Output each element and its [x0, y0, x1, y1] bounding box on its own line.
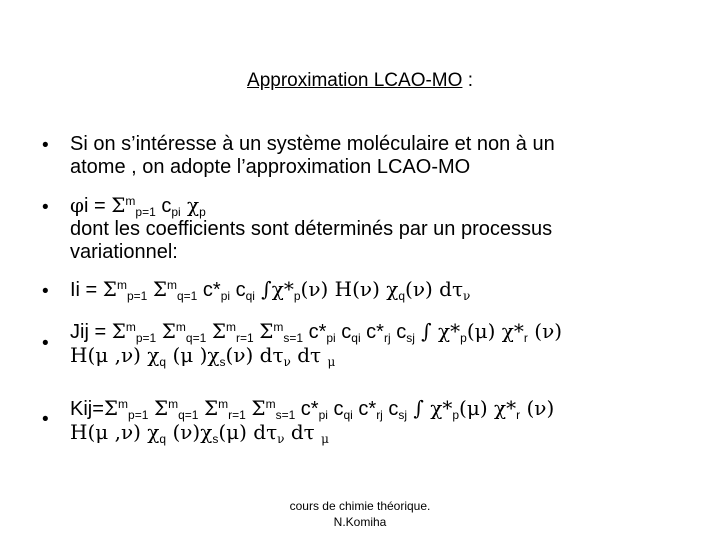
subscript: p=1: [135, 205, 156, 219]
footer-course: cours de chimie théorique.: [289, 499, 431, 513]
formula-text: Jij =: [70, 321, 112, 343]
bullet-marker-3: •: [42, 281, 49, 302]
formula-text: c: [335, 321, 352, 343]
formula-text: c*: [295, 398, 319, 420]
superscript: m: [175, 320, 186, 334]
formula-text: (μ ): [166, 343, 208, 367]
sigma-symbol: Σ: [204, 396, 219, 420]
superscript: m: [167, 278, 177, 292]
formula-text: c: [327, 398, 344, 420]
subscript: qi: [245, 289, 255, 303]
formula-text: (ν) dτ: [225, 343, 284, 367]
superscript: m: [168, 397, 179, 411]
formula-text: dτ: [290, 343, 328, 367]
subscript: p: [293, 289, 301, 303]
formula-text: Ii =: [70, 279, 103, 301]
subscript: pi: [171, 205, 181, 219]
subscript: qi: [343, 408, 353, 422]
sigma-symbol: Σ: [111, 193, 126, 217]
formula-text: c: [390, 321, 407, 343]
formula-text: (μ) dτ: [218, 420, 278, 444]
integral-symbol: ∫: [414, 319, 439, 343]
subscript: r: [523, 331, 528, 345]
chi-symbol: χ: [200, 420, 213, 444]
sigma-symbol: Σ: [211, 319, 226, 343]
subscript: ν: [463, 289, 471, 303]
item-5-formula-line-1: [70, 397, 554, 421]
bullet-item-4: [70, 320, 562, 368]
item-2-line-2: dont les coefficients sont déterminés par un processus: [70, 218, 553, 240]
superscript: m: [116, 278, 127, 292]
chi-symbol: χ*: [271, 277, 294, 301]
formula-text: (μ): [466, 319, 502, 343]
sigma-symbol: Σ: [161, 319, 176, 343]
bullet-item-2: [70, 194, 552, 264]
formula-text: (ν) dτ: [405, 277, 464, 301]
chi-symbol: χ*: [494, 396, 517, 420]
superscript: m: [125, 194, 136, 208]
bullet-marker-1: •: [42, 135, 49, 156]
footer-author: N.Komiha: [333, 515, 387, 529]
bullet-marker-5: •: [42, 409, 49, 430]
subscript: pi: [318, 408, 328, 422]
chi-symbol: χ*: [438, 319, 461, 343]
item-4-formula-line-1: [70, 320, 562, 344]
subscript: μ: [327, 355, 336, 369]
subscript: qi: [351, 331, 361, 345]
subscript: p: [199, 205, 206, 219]
bullet-item-3: [70, 278, 470, 302]
formula-text: (ν): [527, 319, 563, 343]
subscript: p=1: [128, 408, 149, 422]
formula-text: c: [382, 398, 399, 420]
subscript: sj: [406, 331, 415, 345]
subscript: pi: [220, 289, 231, 303]
bullet-item-1: [70, 133, 555, 179]
superscript: m: [125, 320, 136, 334]
slide-title-text: Approximation LCAO-MO: [247, 70, 463, 91]
item-2-line-3: variationnel:: [70, 241, 178, 263]
subscript: ν: [277, 432, 285, 446]
sigma-symbol: Σ: [251, 396, 266, 420]
slide-title-colon: :: [462, 70, 473, 91]
subscript: s: [212, 432, 219, 446]
subscript: rj: [383, 331, 391, 345]
formula-text: H(μ ,ν): [70, 343, 148, 367]
item-5-formula-line-2: [70, 421, 554, 445]
subscript: p: [460, 331, 467, 345]
phi-symbol: φ: [70, 193, 85, 217]
bullet-marker-2: •: [42, 197, 49, 218]
subscript: μ: [321, 432, 329, 446]
subscript: s=1: [283, 331, 304, 345]
superscript: m: [265, 397, 276, 411]
superscript: m: [218, 397, 229, 411]
subscript: pi: [326, 331, 336, 345]
subscript: r: [516, 408, 521, 422]
bullet-item-5: [70, 397, 554, 445]
sigma-symbol: Σ: [102, 277, 117, 301]
sigma-symbol: Σ: [103, 396, 119, 420]
subscript: r=1: [228, 408, 246, 422]
subscript: q=1: [185, 331, 207, 345]
formula-text: c*: [303, 321, 327, 343]
chi-symbol: χ: [147, 343, 160, 367]
sigma-symbol: Σ: [259, 319, 274, 343]
sigma-symbol: Σ: [153, 396, 169, 420]
chi-symbol: χ*: [430, 396, 453, 420]
formula-text: i =: [84, 195, 112, 217]
superscript: m: [273, 320, 284, 334]
formula-text: (ν): [520, 396, 555, 420]
item-1-line-2: atome , on adopte l’approximation LCAO-MO: [70, 156, 471, 178]
subscript: r=1: [235, 331, 254, 345]
item-4-formula-line-2: [70, 344, 562, 368]
chi-symbol: χ*: [501, 319, 524, 343]
chi-symbol: χ: [207, 343, 220, 367]
formula-text: c: [230, 279, 246, 301]
subscript: p: [452, 408, 460, 422]
item-3-formula: [70, 278, 470, 302]
formula-text: (ν) H(ν): [300, 277, 387, 301]
superscript: m: [225, 320, 236, 334]
subscript: q: [159, 355, 167, 369]
subscript: p=1: [126, 289, 148, 303]
subscript: sj: [398, 408, 408, 422]
formula-text: c: [155, 195, 172, 217]
subscript: p=1: [135, 331, 157, 345]
subscript: q: [159, 432, 167, 446]
formula-text: (ν): [166, 420, 201, 444]
chi-symbol: χ: [147, 420, 160, 444]
chi-symbol: χ: [180, 193, 200, 217]
chi-symbol: χ: [386, 277, 399, 301]
subscript: s: [219, 355, 226, 369]
integral-symbol: ∫: [254, 277, 272, 301]
formula-text: H(μ ,ν): [70, 420, 148, 444]
subscript: q=1: [177, 289, 198, 303]
slide-title: [0, 70, 720, 92]
subscript: rj: [376, 408, 383, 422]
subscript: s=1: [275, 408, 296, 422]
subscript: q=1: [178, 408, 199, 422]
formula-text: c*: [352, 398, 377, 420]
subscript: q: [398, 289, 406, 303]
integral-symbol: ∫: [407, 396, 431, 420]
sigma-symbol: Σ: [111, 319, 126, 343]
superscript: m: [118, 397, 129, 411]
item-2-formula: [70, 194, 552, 218]
formula-text: c*: [360, 321, 384, 343]
formula-text: Kij=: [70, 398, 104, 420]
sigma-symbol: Σ: [152, 277, 167, 301]
formula-text: c*: [197, 279, 221, 301]
bullet-marker-4: •: [42, 333, 49, 354]
formula-text: (μ): [459, 396, 495, 420]
item-1-line-1: Si on s’intéresse à un système moléculaire et non à un: [70, 133, 555, 155]
subscript: ν: [283, 355, 291, 369]
slide-footer: [0, 498, 720, 530]
formula-text: dτ: [284, 420, 322, 444]
